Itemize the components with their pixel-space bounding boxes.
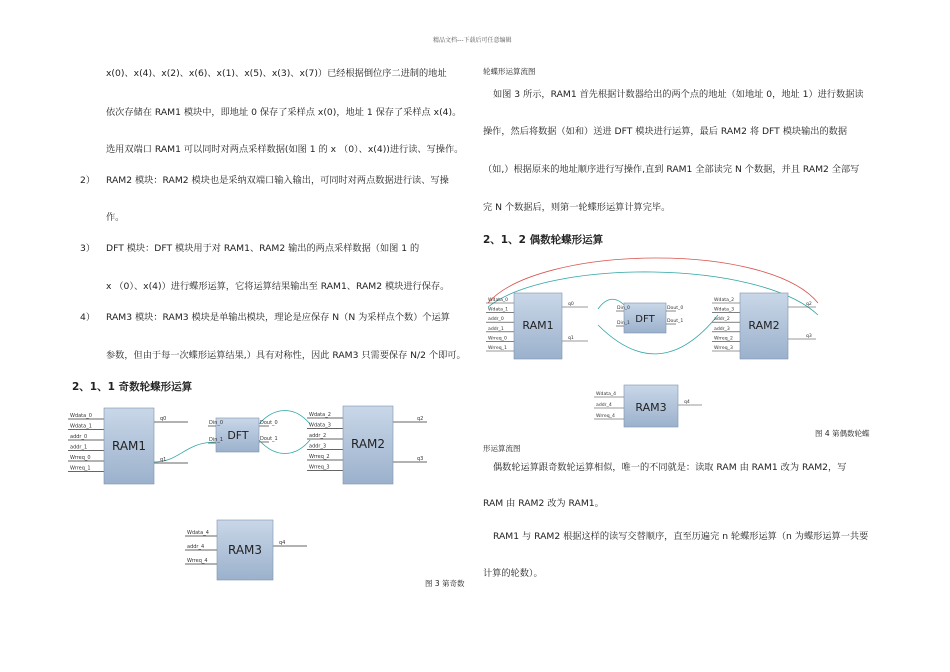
port-label: Wdata_2: [309, 412, 331, 418]
list-item-text: RAM2 模块：RAM2 模块也是采纳双端口输入输出，可同时对两点数据进行读、写操: [106, 175, 449, 186]
port-label: Wrreq_4: [187, 558, 208, 564]
port-label: q4: [684, 400, 690, 405]
page-header: 精品文档---下载后可任意编辑: [433, 37, 512, 44]
figure-3-caption: 图 3 第奇数: [425, 579, 465, 588]
right-para-line: 操作，然后将数据（如和）送进 DFT 模块进行运算，最后 RAM2 将 DFT 模块输出的数据: [483, 126, 848, 137]
port-label: q1: [568, 336, 574, 341]
port-label: Wdata_4: [596, 392, 617, 397]
caption-continuation: 形运算流图: [483, 444, 521, 453]
left-para-line: x(0)、x(4)、x(2)、x(6)、x(1)、x(5)、x(3)、x(7)）已经根据倒位序二进制的地址: [106, 68, 447, 79]
port-label: q4: [279, 540, 286, 546]
list-item-text: 参数，但由于每一次蝶形运算结果,）具有对称性，因此 RAM3 只需要保存 N/2 个即可。: [106, 350, 466, 361]
port-label: Wdata_0: [70, 413, 92, 419]
dft-label: DFT: [635, 314, 655, 325]
dft-label: DFT: [227, 429, 249, 442]
port-label: q0: [160, 416, 167, 422]
port-label: addr_2: [714, 317, 730, 323]
right-para-line: （如,）根据原来的地址顺序进行写操作,直到 RAM1 全部读完 N 个数据，并且 RAM2 全部写: [483, 164, 860, 175]
port-label: Dout_1: [667, 319, 684, 324]
port-label: addr_3: [309, 443, 327, 450]
port-label: addr_1: [488, 326, 504, 332]
port-label: Wdata_3: [309, 422, 331, 429]
port-label: addr_4: [187, 544, 205, 550]
right-para-line: 计算的轮数）。: [483, 568, 543, 579]
port-label: addr_4: [596, 403, 612, 408]
figure-4-diagram: [478, 255, 840, 433]
port-label: q2: [806, 302, 812, 307]
list-item-text: DFT 模块：DFT 模块用于对 RAM1、RAM2 输出的两点采样数据（如图 1 的: [106, 243, 420, 254]
port-label: q3: [806, 334, 812, 339]
figure-4-caption: 图 4 第偶数轮蝶: [815, 429, 870, 438]
ram3-label: RAM3: [227, 543, 263, 557]
port-label: Wdata_1: [488, 307, 509, 313]
caption-continuation: 轮蝶形运算流图: [483, 67, 536, 76]
section-heading: 2、1、1 奇数轮蝶形运算: [72, 381, 193, 393]
port-label: Wdata_3: [714, 307, 735, 313]
left-para-line: 依次存储在 RAM1 模块中，即地址 0 保存了采样点 x(0)，地址 1 保存了采样点 x(4)。: [106, 107, 462, 118]
ram3-label: RAM3: [635, 401, 667, 414]
ram2-label: RAM2: [350, 437, 386, 451]
right-para-line: RAM1 与 RAM2 根据这样的读写交替顺序，直至历遍完 n 轮蝶形运算（n 为蝶形运算一共要: [493, 531, 869, 542]
right-para-line: 如图 3 所示，RAM1 首先根据计数器给出的两个点的地址（如地址 0，地址 1）进行数据读: [493, 89, 864, 100]
port-label: addr_0: [70, 434, 88, 440]
ram1-label: RAM1: [111, 439, 147, 453]
port-label: Wdata_4: [187, 530, 209, 536]
port-label: Din_0: [617, 306, 630, 311]
figure-3-diagram: [60, 398, 475, 598]
port-label: Wdata_1: [70, 423, 92, 430]
port-label: Wdata_2: [714, 298, 735, 303]
port-label: Wrreq_0: [488, 336, 507, 342]
port-label: addr_2: [309, 433, 327, 439]
port-label: Wrreq_4: [596, 414, 615, 419]
ram2-label: RAM2: [748, 319, 780, 332]
port-label: Wrreq_1: [70, 465, 91, 472]
list-item-text: x （0）、x(4)）进行蝶形运算，它将运算结果输出至 RAM1、RAM2 模块进行保存。: [106, 281, 450, 292]
ram1-label: RAM1: [522, 319, 554, 332]
port-label: Din_0: [209, 420, 224, 426]
port-label: q0: [568, 302, 574, 307]
port-label: Din_1: [209, 437, 224, 443]
port-label: Wrreq_0: [70, 455, 91, 461]
right-para-line: 完 N 个数据后，则第一轮蝶形运算计算完毕。: [483, 202, 671, 213]
port-label: Wrreq_2: [714, 336, 733, 342]
port-label: addr_3: [714, 326, 730, 332]
list-number: 2）: [80, 175, 96, 186]
port-label: Wrreq_2: [309, 454, 330, 460]
port-label: Dout_1: [260, 436, 278, 442]
port-label: Dout_0: [260, 420, 278, 426]
port-label: addr_1: [70, 444, 88, 451]
list-item-text: 作。: [106, 212, 125, 223]
port-label: Dout_0: [667, 306, 684, 311]
right-para-line: RAM 由 RAM2 改为 RAM1。: [483, 498, 604, 509]
list-item-text: RAM3 模块：RAM3 模块是单输出模块，理论是应保存 N（N 为采样点个数）个运算: [106, 312, 450, 323]
port-label: addr_0: [488, 317, 504, 323]
left-para-line: 选用双端口 RAM1 可以同时对两点采样数据(如图 1 的 x （0）、x(4))进行读、写操作。: [106, 144, 464, 155]
port-label: Wdata_0: [488, 298, 509, 303]
right-para-line: 偶数轮运算跟奇数轮运算相似，唯一的不同就是：读取 RAM 由 RAM1 改为 RAM2，写: [493, 462, 847, 473]
port-label: q2: [417, 416, 424, 422]
list-number: 4）: [80, 312, 96, 323]
port-label: Wrreq_3: [309, 464, 330, 471]
list-number: 3）: [80, 243, 96, 254]
port-label: q1: [160, 457, 167, 463]
port-label: Wrreq_3: [714, 346, 733, 351]
port-label: q3: [417, 456, 424, 462]
port-label: Din_1: [617, 321, 630, 326]
port-label: Wrreq_1: [488, 346, 507, 351]
section-heading: 2、1、2 偶数轮蝶形运算: [483, 234, 604, 246]
